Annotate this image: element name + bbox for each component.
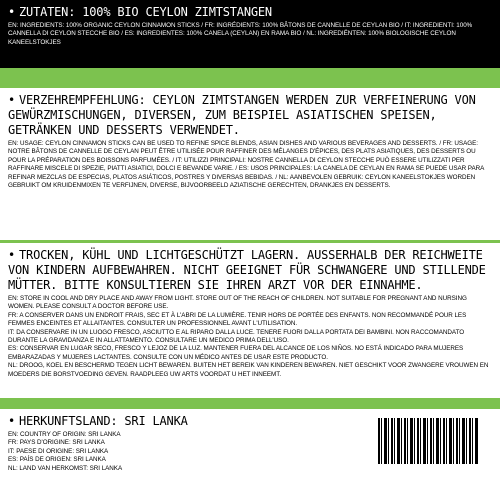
bullet-icon: •	[8, 5, 16, 19]
usage-translations: EN: USAGE: CEYLON CINNAMON STICKS CAN BE USED TO REFINE SPICE BLENDS, ASIAN DISHES AND VARIOUS BEVERAGES AND DESSERTS. / FR: USAGE: NOTRE BÂTONS DE CANNELLE DE CEYLAN PEUT ÊTRE UTILISÉE POUR RAFFINER DES MÉLANGES D'ÉPICES, DES PLATS ASIATIQUES, DES DESSERTS OU POUR LA PRÉPARATION DES BOISSONS PARFUMÉES. / IT: UTILIZZI PRINCIPALI: NOSTRE CANNELLA DI CEYLON STECCHE PUÒ ESSERE UTILIZZATI PER RAFFINARE MISCELE DI SPEZIE, PIATTI ASIATICI, DOLCI E BEVANDE VARIE. / ES: USOS PRINCIPALES: LA CANELA DE CEYLAN EN RAMA SE PUEDE USAR PARA REFINAR MEZCLAS DE ESPECIAS, PLATOS ASIÁTICOS, POSTRES Y DIVERSAS BEBIDAS. / NL: AANBEVOLEN GEBRUIK: CEYLON KANEELSTOKJES WORDEN GEBRUIKT OM KRUIDENMIXEN TE VERFIJNEN, DIVERSE, BIJVOORBEELD AZIATISCHE GERECHTEN, DRANKJES EN DESSERTS.	[8, 140, 484, 190]
origin-line-nl: NL: LAND VAN HERKOMST: SRI LANKA	[8, 464, 123, 472]
origin-line-it: IT: PAESE DI ORIGINE: SRI LANKA	[8, 447, 109, 455]
bullet-icon: •	[8, 93, 16, 107]
ingredients-panel	[0, 0, 500, 68]
bullet-icon: •	[8, 248, 16, 262]
ingredients-heading: • ZUTATEN: 100% BIO CEYLON ZIMTSTANGEN	[8, 5, 272, 19]
bullet-icon: •	[8, 414, 16, 428]
barcode	[378, 418, 478, 464]
ingredients-translations: EN: INGREDIENTS: 100% ORGANIC CEYLON CINNAMON STICKS / FR: INGRÉDIENTS: 100% BÂTONS DE CANNELLE DE CEYLAN BIO / IT: INGREDIENTI: 100% CANNELLA DI CEYLON STECCHE BIO / ES: INGREDIENTES: 100% CANELA (CEYLAN) EN RAMA BIO / NL: INGREDIËNTEN: 100% BIOLOGISCHE CEYLON KANEELSTOKJES	[8, 22, 473, 46]
storage-translations: EN: STORE IN COOL AND DRY PLACE AND AWAY FROM LIGHT. STORE OUT OF THE REACH OF CHILDREN. NOT SUITABLE FOR PREGNANT AND NURSING WOMEN. PLEASE CONSULT A DOCTOR BEFORE USE. FR: A CONSERVER DANS UN ENDROIT FRAIS, SEC ET À L'ABRI DE LA LUMIÈRE. TENIR HORS DE PORTÉE DES ENFANTS. NON RECOMMANDÉ POUR LES FEMMES ENCEINTES ET ALLAITANTES. CONSULTER UN PROFESSIONNEL AVANT L'UTILISATION. IT: DA CONSERVARE IN UN LUOGO FRESCO, ASCIUTTO E AL RIPARO DALLA LUCE. TENERE FUORI DALLA PORTATA DEI BAMBINI. NON RACCOMANDATO DURANTE LA GRAVIDANZA E IN ALLATTAMENTO. CONSULTARE UN MEDICO PRIMA DELL'USO. ES: CONSERVAR EN LUGAR SECO, FRESCO Y LEJOZ DE LA LUZ. MANTENER FUERA DEL ALCANCE DE LOS NIÑOS. NO ESTÁ INDICADO PARA MUJERES EMBARAZADAS Y MUJERES LACTANTES. CONSULTE CON UN MÉDICO ANTES DE USAR ESTE PRODUCTO. NL: DROOG, KOEL EN BESCHERMD TEGEN LICHT BEWAREN. BUITEN HET BEREIK VAN KINDEREN BEWAREN. NIET GESCHIKT VOOR ZWANGERE VROUWEN EN MOEDERS DIE BORSTVOEDING GEVEN. RAADPLEEG UW ARTS VOORDAT U HET INNEEMT.	[8, 295, 489, 378]
storage-panel	[0, 243, 500, 398]
origin-heading: • HERKUNFTSLAND: SRI LANKA	[8, 414, 188, 428]
origin-line-es: ES: PAÍS DE ORIGEN: SRI LANKA	[8, 456, 106, 464]
usage-panel	[0, 88, 500, 240]
usage-heading: • VERZEHREMPFEHLUNG: CEYLON ZIMTSTANGEN WERDEN ZUR VERFEINERUNG VON GEWÜRZMISCHUNGEN, DIVERSEN, ZUM BEISPIEL ASIATISCHEN SPEISEN, GETRÄNKEN UND DESSERTS VERWENDET.	[8, 93, 476, 137]
origin-line-en: EN: COUNTRY OF ORIGIN: SRI LANKA	[8, 431, 121, 438]
origin-line-fr: FR: PAYS D'ORIGINE: SRI LANKA	[8, 439, 105, 447]
storage-heading: • TROCKEN, KÜHL UND LICHTGESCHÜTZT LAGERN. AUSSERHALB DER REICHWEITE VON KINDERN AUFBEWAHREN. NICHT GEEIGNET FÜR SCHWANGERE UND STILLENDE MÜTTER. BITTE KONSULTIEREN SIE IHREN ARZT VOR DER EINNAHME.	[8, 248, 486, 292]
